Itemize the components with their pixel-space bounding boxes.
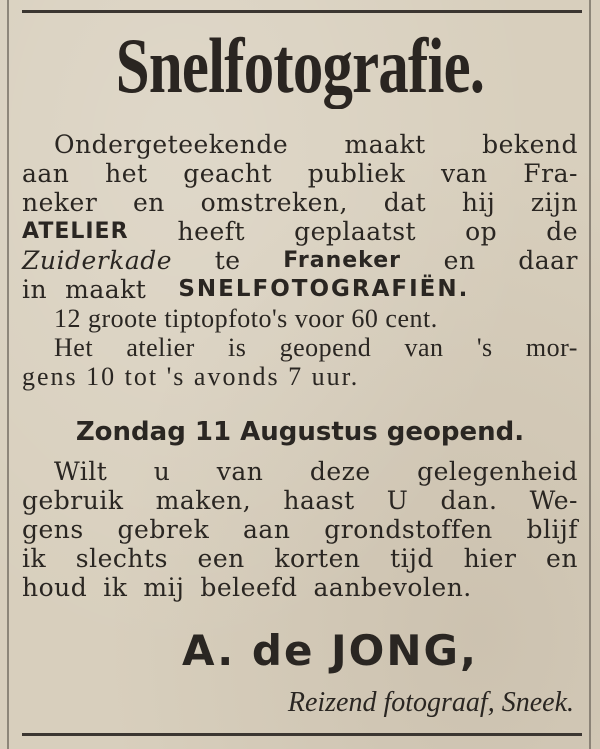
word: deze: [309, 457, 371, 486]
word: van: [404, 333, 444, 362]
atelier-word: ATELIER: [22, 219, 129, 244]
text-line: [22, 515, 578, 544]
town-name: Franeker: [283, 248, 401, 273]
word: mor-: [525, 333, 578, 362]
word: hij: [461, 188, 496, 217]
text-line: [22, 275, 578, 304]
word: en: [443, 246, 476, 275]
advert-body: [22, 130, 578, 391]
word: maakt: [65, 275, 147, 304]
text-line: [22, 544, 578, 573]
word: van: [216, 457, 264, 486]
word: tijd: [390, 544, 434, 573]
word: Ondergeteekende: [54, 130, 289, 159]
word: de: [546, 217, 578, 246]
text-line: [22, 457, 578, 486]
word: ik: [22, 544, 47, 573]
word: van: [440, 159, 488, 188]
word: en: [133, 188, 165, 217]
signature-name: A. de JONG,: [182, 626, 478, 675]
word: gebrek: [117, 515, 210, 544]
word: atelier: [126, 333, 195, 362]
snelfotografien-word: SNELFOTOGRAFIËN.: [178, 276, 470, 302]
signature-subtitle: Reizend fotograaf, Sneek.: [287, 687, 574, 718]
text-line: [22, 573, 578, 602]
word: slechts: [75, 544, 168, 573]
word: daar: [518, 246, 578, 275]
word: U: [386, 486, 409, 515]
word: hier: [463, 544, 517, 573]
word: Wilt: [54, 457, 108, 486]
word: gens: [22, 515, 84, 544]
word: haast: [283, 486, 355, 515]
text-line: [22, 217, 578, 246]
word: dat: [383, 188, 427, 217]
word: geopend: [279, 333, 372, 362]
top-rule: [22, 10, 582, 13]
word: houd: [22, 573, 88, 602]
word: ik: [103, 573, 128, 602]
word: geacht: [183, 159, 273, 188]
word: is: [228, 333, 247, 362]
word: en: [546, 544, 578, 573]
word: een: [197, 544, 245, 573]
word: publiek: [307, 159, 406, 188]
word: in: [22, 275, 48, 304]
word: het: [105, 159, 148, 188]
word: blijf: [526, 515, 578, 544]
word: korten: [274, 544, 361, 573]
word: aan: [243, 515, 291, 544]
word: gelegenheid: [417, 457, 578, 486]
word: op: [465, 217, 498, 246]
word: We-: [529, 486, 578, 515]
text-line: [22, 130, 578, 159]
word: Het: [54, 333, 94, 362]
word: heeft: [177, 217, 246, 246]
word: te: [214, 246, 241, 275]
word: grondstoffen: [324, 515, 493, 544]
advert-title: Snelfotografie.: [115, 22, 485, 109]
text-line: [22, 188, 578, 217]
word: aan: [22, 159, 70, 188]
sunday-notice: Zondag 11 Augustus geopend.: [75, 417, 525, 447]
word: gebruik: [22, 486, 124, 515]
word: 's: [476, 333, 493, 362]
street-name: Zuiderkade: [22, 246, 173, 275]
word: Fra-: [523, 159, 578, 188]
price-line: 12 groote tiptopfoto's voor 60 cent.: [54, 304, 438, 333]
word: aanbevolen.: [313, 573, 472, 602]
word: neker: [22, 188, 98, 217]
word: dan.: [440, 486, 498, 515]
text-line: [22, 486, 578, 515]
word: geplaatst: [294, 217, 417, 246]
text-line: [22, 246, 578, 275]
word: beleefd: [200, 573, 298, 602]
advert-body-2: [22, 457, 578, 602]
word: maken,: [155, 486, 252, 515]
word: mij: [143, 573, 185, 602]
word: u: [153, 457, 171, 486]
hours-line: gens 10 tot 's avonds 7 uur.: [22, 362, 360, 391]
word: omstreken,: [200, 188, 348, 217]
text-line: [22, 333, 578, 362]
word: maakt: [344, 130, 426, 159]
word: zijn: [530, 188, 578, 217]
text-line: [22, 159, 578, 188]
bottom-rule: [22, 733, 582, 736]
word: bekend: [482, 130, 578, 159]
